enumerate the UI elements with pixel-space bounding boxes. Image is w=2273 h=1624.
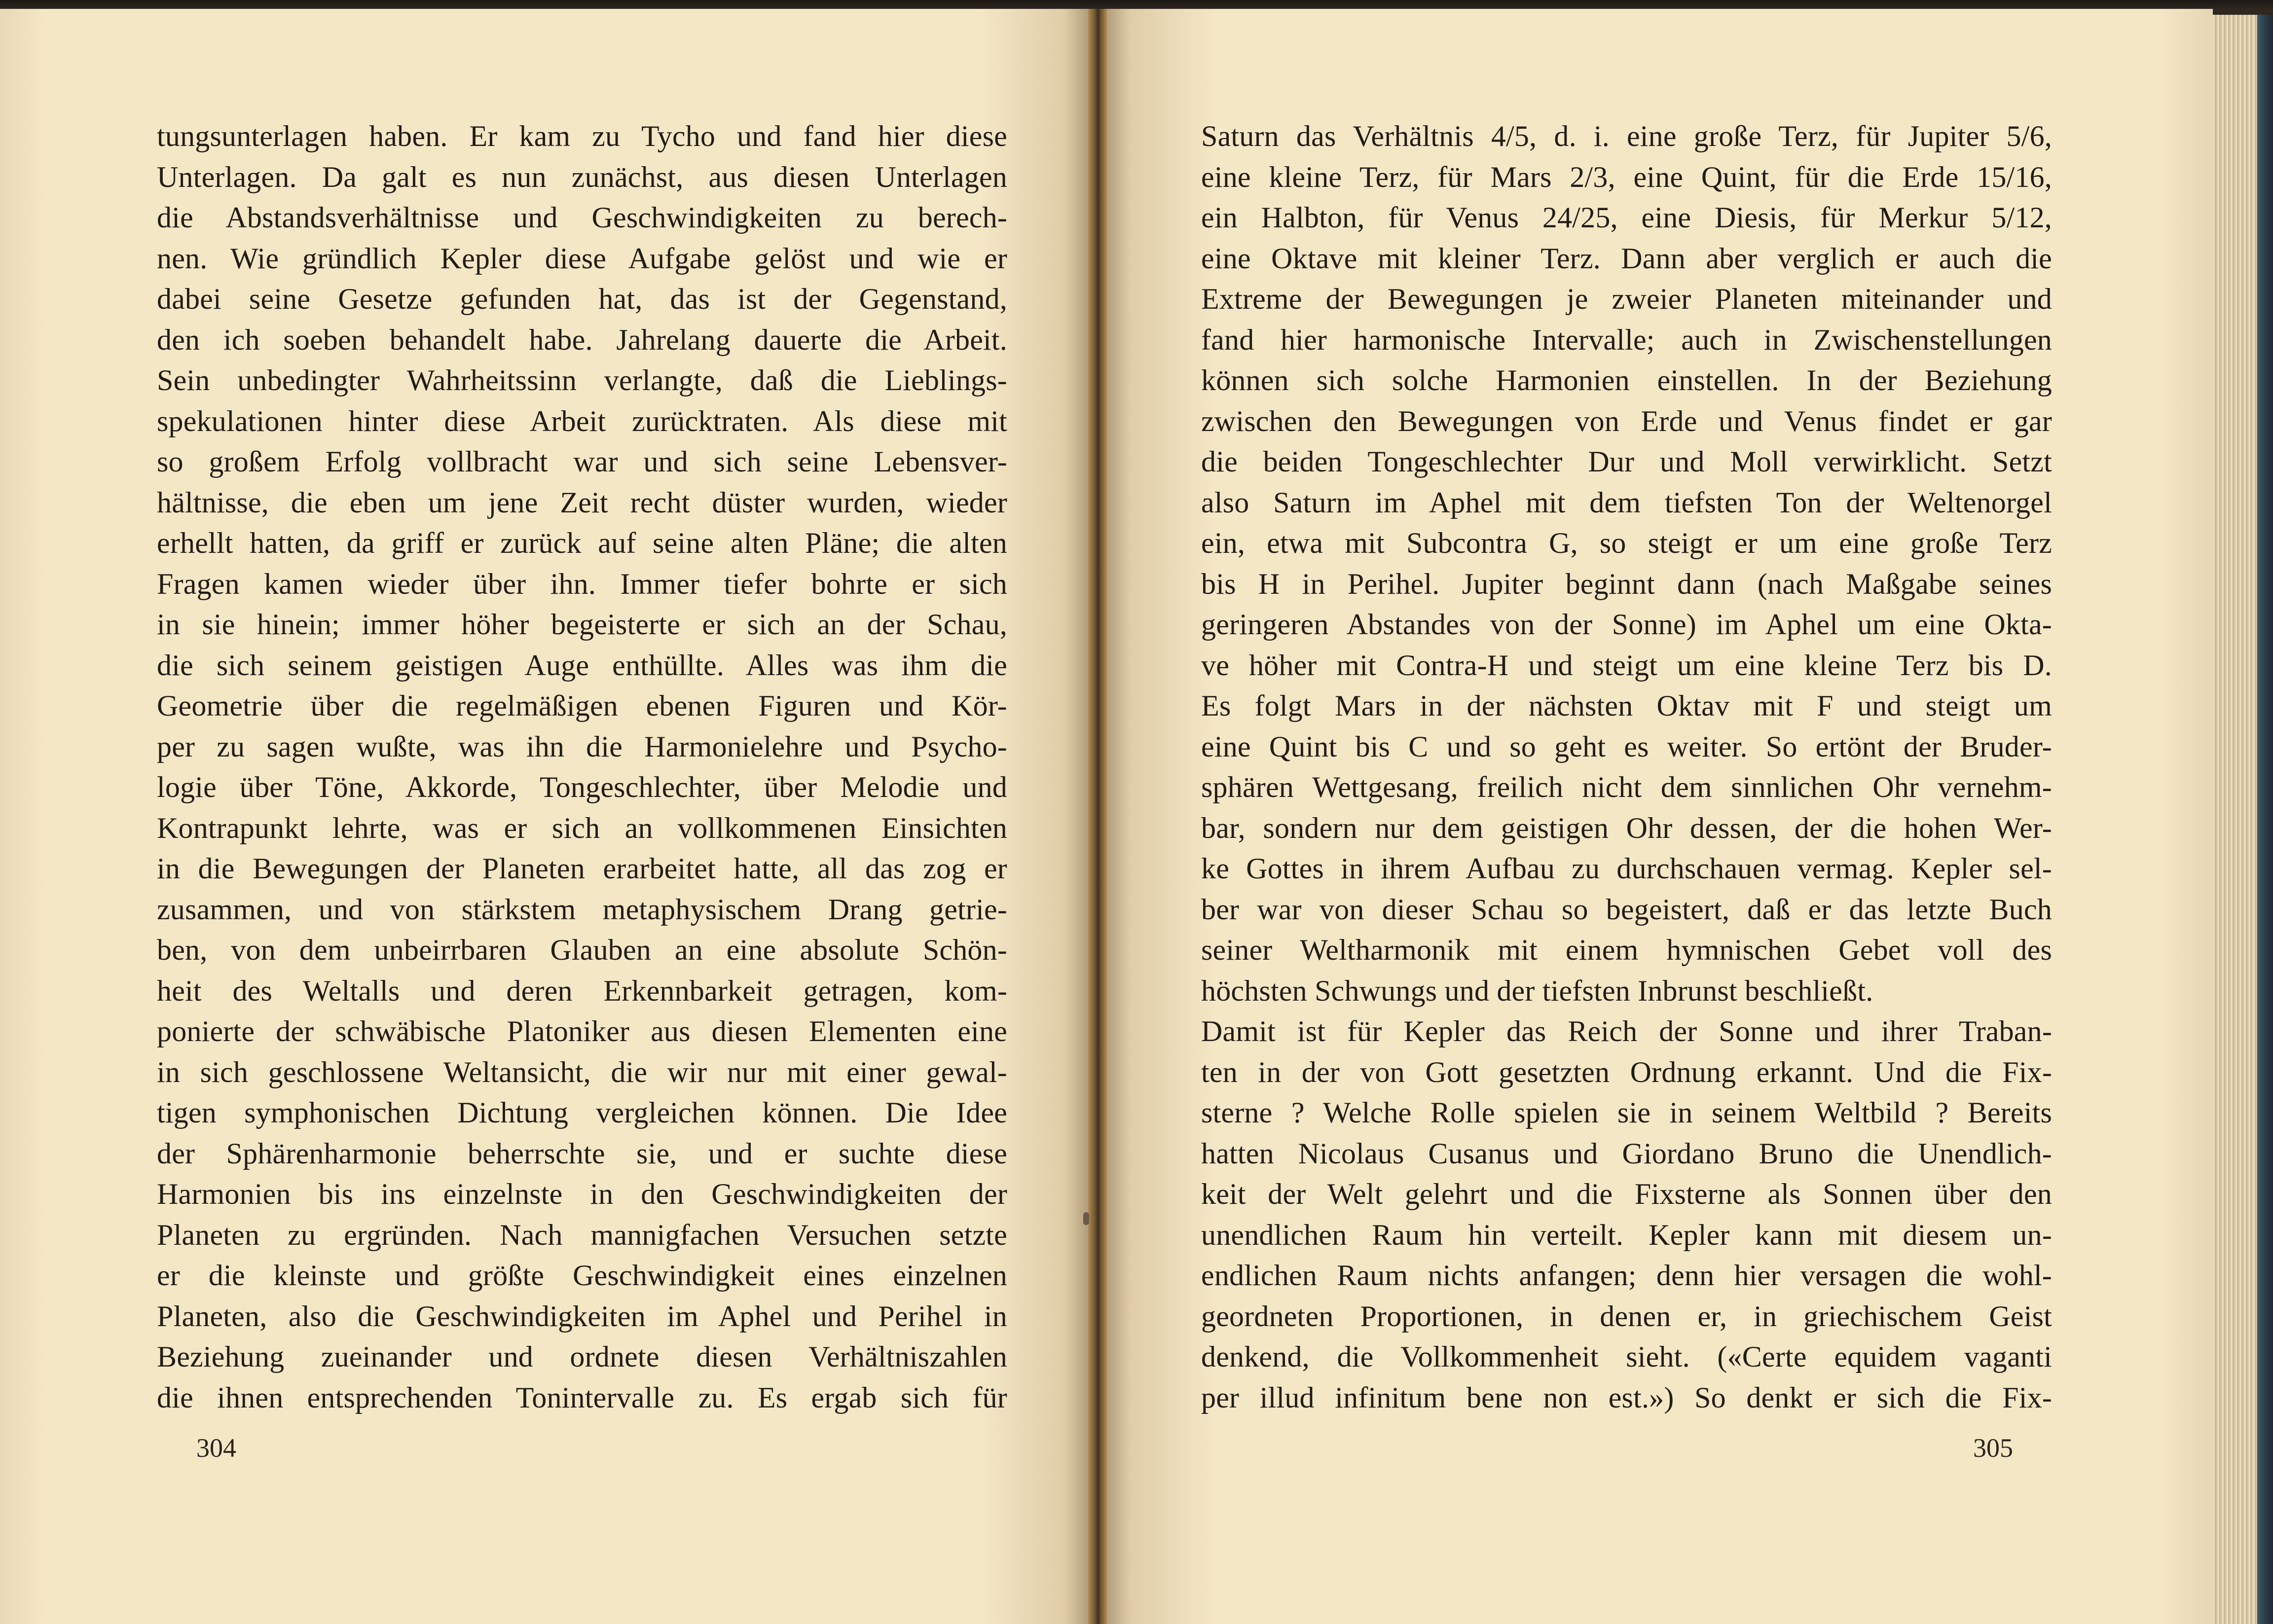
text-line: ein, etwa mit Subcontra G, so steigt er um eine große Terz <box>1201 527 2052 559</box>
text-line: höchsten Schwungs und der tiefsten Inbrunst beschließt. <box>1201 974 1873 1007</box>
text-line: zwischen den Bewegungen von Erde und Venus findet er gar <box>1201 404 2052 437</box>
text-line: nen. Wie gründlich Kepler diese Aufgabe gelöst und wie er <box>157 242 1007 275</box>
text-line: können sich solche Harmonien einstellen. In der Beziehung <box>1201 364 2052 397</box>
text-line: seiner Weltharmonik mit einem hymnischen Gebet voll des <box>1201 934 2052 966</box>
text-line: tungsunterlagen haben. Er kam zu Tycho und fand hier diese <box>157 120 1007 152</box>
text-line: ve höher mit Contra-H und steigt um eine kleine Terz bis D. <box>1201 649 2052 682</box>
text-line: fand hier harmonische Intervalle; auch in Zwischenstellungen <box>1201 323 2052 356</box>
text-line: endlichen Raum nichts anfangen; denn hier versagen die wohl- <box>1201 1259 2052 1292</box>
text-line: die ihnen entsprechenden Tonintervalle zu. Es ergab sich für <box>157 1381 1007 1414</box>
text-line: bis H in Perihel. Jupiter beginnt dann (nach Maßgabe seines <box>1201 567 2052 600</box>
text-line: zusammen, und von stärkstem metaphysischem Drang getrie- <box>157 893 1007 926</box>
book-gutter <box>1088 9 1107 1624</box>
text-line: in sie hinein; immer höher begeisterte er sich an der Schau, <box>157 608 1007 641</box>
text-line: Extreme der Bewegungen je zweier Planeten miteinander und <box>1201 283 2052 315</box>
text-line: ber war von dieser Schau so begeistert, daß er das letzte Buch <box>1201 893 2052 926</box>
text-line: geordneten Proportionen, in denen er, in griechischem Geist <box>1201 1299 2052 1333</box>
text-line: ponierte der schwäbische Platoniker aus diesen Elementen eine <box>157 1015 1007 1047</box>
text-line: denkend, die Vollkommenheit sieht. («Certe equidem vaganti <box>1201 1340 2052 1373</box>
text-line: Unterlagen. Da galt es nun zunächst, aus diesen Unterlagen <box>157 160 1007 193</box>
text-line: die Abstandsverhältnisse und Geschwindigkeiten zu berech- <box>157 201 1007 234</box>
text-line: in sich geschlossene Weltansicht, die wir nur mit einer gewal- <box>157 1055 1007 1088</box>
text-line: hatten Nicolaus Cusanus und Giordano Bruno die Unendlich- <box>1201 1137 2052 1170</box>
text-line: erhellt hatten, da griff er zurück auf seine alten Pläne; die alten <box>157 527 1007 559</box>
text-line: in die Bewegungen der Planeten erarbeitet hatte, all das zog er <box>157 852 1007 885</box>
text-line: ben, von dem unbeirrbaren Glauben an eine absolute Schön- <box>157 934 1007 966</box>
text-line: so großem Erfolg vollbracht war und sich seine Lebensver- <box>157 445 1007 478</box>
text-line: er die kleinste und größte Geschwindigkeit eines einzelnen <box>157 1259 1007 1292</box>
text-line: Beziehung zueinander und ordnete diesen Verhältniszahlen <box>157 1340 1007 1373</box>
text-line: sphären Wettgesang, freilich nicht dem sinnlichen Ohr vernehm- <box>1201 771 2052 803</box>
text-line: eine kleine Terz, für Mars 2/3, eine Quint, für die Erde 15/16, <box>1201 160 2052 193</box>
text-line: heit des Weltalls und deren Erkennbarkeit getragen, kom- <box>157 974 1007 1007</box>
text-line: logie über Töne, Akkorde, Tongeschlechter, über Melodie und <box>157 771 1007 803</box>
text-line: also Saturn im Aphel mit dem tiefsten Ton der Weltenorgel <box>1201 486 2052 519</box>
text-line: Kontrapunkt lehrte, was er sich an vollkommenen Einsichten <box>157 811 1007 844</box>
text-line: den ich soeben behandelt habe. Jahrelang dauerte die Arbeit. <box>157 323 1007 356</box>
text-line: Saturn das Verhältnis 4/5, d. i. eine große Terz, für Jupiter 5/6, <box>1201 120 2052 152</box>
text-line: per zu sagen wußte, was ihn die Harmonielehre und Psycho- <box>157 730 1007 763</box>
text-line: ein Halbton, für Venus 24/25, eine Diesis, für Merkur 5/12, <box>1201 201 2052 234</box>
page-number: 305 <box>1973 1433 2013 1463</box>
text-line: per illud infinitum bene non est.») So denkt er sich die Fix- <box>1201 1381 2052 1414</box>
text-line: der Sphärenharmonie beherrschte sie, und er suchte diese <box>157 1137 1007 1170</box>
gutter-speck <box>1083 1212 1089 1225</box>
text-line: Damit ist für Kepler das Reich der Sonne und ihrer Traban- <box>1201 1015 2052 1047</box>
right-page-text <box>1201 116 2052 1418</box>
text-line: ke Gottes in ihrem Aufbau zu durchschauen vermag. Kepler sel- <box>1201 852 2052 885</box>
text-line: hältnisse, die eben um jene Zeit recht düster wurden, wieder <box>157 486 1007 519</box>
text-line: eine Oktave mit kleiner Terz. Dann aber verglich er auch die <box>1201 242 2052 275</box>
text-line: dabei seine Gesetze gefunden hat, das ist der Gegenstand, <box>157 283 1007 315</box>
text-line: Sein unbedingter Wahrheitssinn verlangte, daß die Lieblings- <box>157 364 1007 397</box>
text-line: bar, sondern nur dem geistigen Ohr dessen, der die hohen Wer- <box>1201 811 2052 844</box>
left-page-text <box>157 116 1007 1418</box>
text-line: ten in der von Gott gesetzten Ordnung erkannt. Und die Fix- <box>1201 1055 2052 1088</box>
text-line: keit der Welt gelehrt und die Fixsterne als Sonnen über den <box>1201 1178 2052 1210</box>
text-line: Fragen kamen wieder über ihn. Immer tiefer bohrte er sich <box>157 567 1007 600</box>
text-line: tigen symphonischen Dichtung vergleichen können. Die Idee <box>157 1096 1007 1129</box>
page-number: 304 <box>196 1433 236 1463</box>
text-line: Geometrie über die regelmäßigen ebenen Figuren und Kör- <box>157 689 1007 722</box>
text-line: Es folgt Mars in der nächsten Oktav mit F und steigt um <box>1201 689 2052 722</box>
text-line: die beiden Tongeschlechter Dur und Moll verwirklicht. Setzt <box>1201 445 2052 478</box>
text-line: Planeten, also die Geschwindigkeiten im Aphel und Perihel in <box>157 1299 1007 1333</box>
text-line: die sich seinem geistigen Auge enthüllte. Alles was ihm die <box>157 649 1007 682</box>
text-line: geringeren Abstandes von der Sonne) im Aphel um eine Okta- <box>1201 608 2052 641</box>
text-line: sterne ? Welche Rolle spielen sie in seinem Weltbild ? Bereits <box>1201 1096 2052 1129</box>
text-line: unendlichen Raum hin verteilt. Kepler kann mit diesem un- <box>1201 1218 2052 1251</box>
text-line: eine Quint bis C und so geht es weiter. So ertönt der Bruder- <box>1201 730 2052 763</box>
book-cover-edge <box>2257 15 2273 1624</box>
text-line: spekulationen hinter diese Arbeit zurücktraten. Als diese mit <box>157 404 1007 437</box>
text-line: Harmonien bis ins einzelnste in den Geschwindigkeiten der <box>157 1178 1007 1210</box>
text-line: Planeten zu ergründen. Nach mannigfachen Versuchen setzte <box>157 1218 1007 1251</box>
